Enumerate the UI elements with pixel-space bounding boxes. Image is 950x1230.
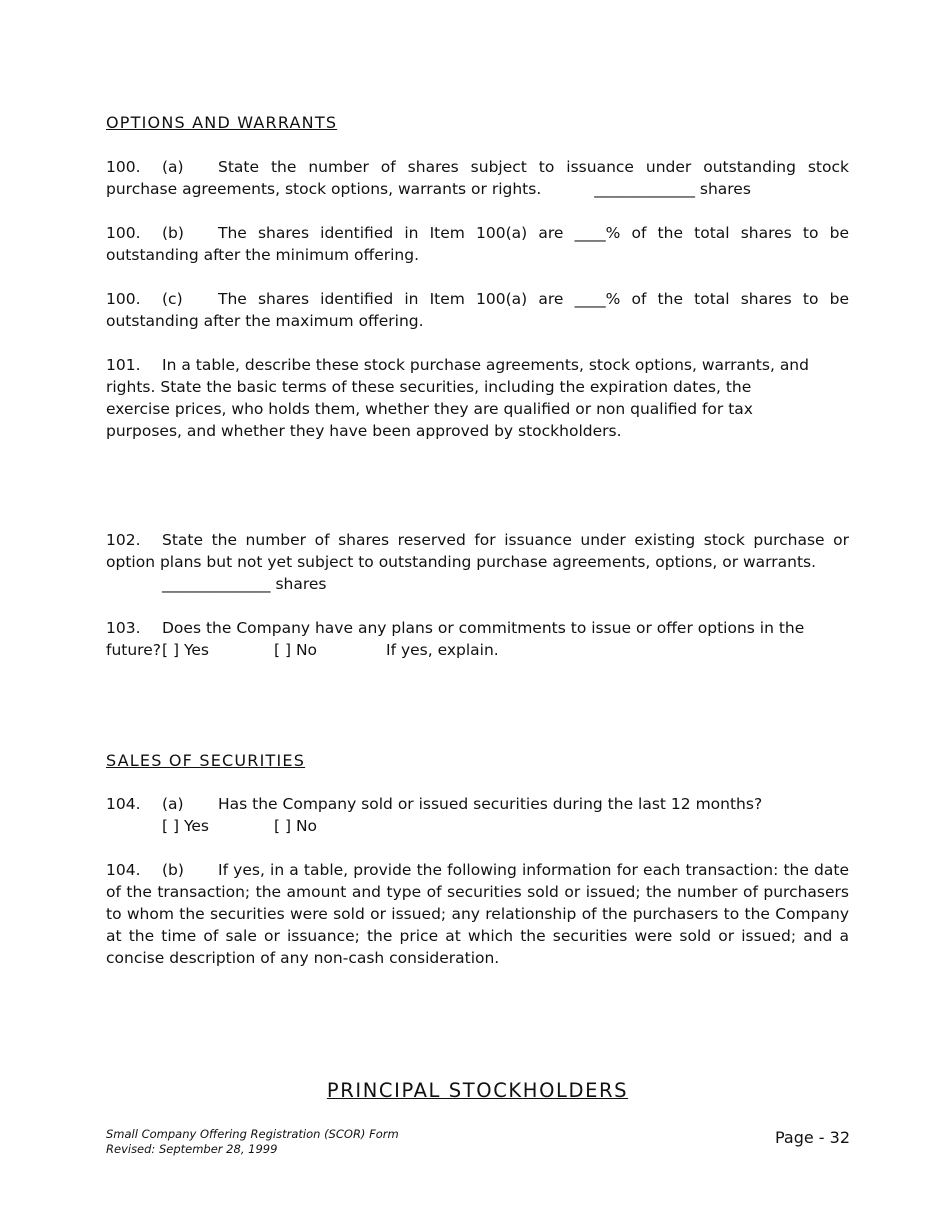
yes-checkbox[interactable]: [ ] Yes [162, 641, 209, 659]
item-100a [106, 156, 849, 200]
item-102 [106, 529, 849, 573]
footer-revised-date: Revised: September 28, 1999 [106, 1142, 278, 1156]
section-title-principal-stockholders: PRINCIPAL STOCKHOLDERS [326, 1079, 629, 1102]
explain-prompt: If yes, explain. [386, 641, 499, 659]
no-checkbox[interactable]: [ ] No [274, 817, 318, 835]
item-number: 102. [106, 531, 141, 549]
item-letter: (c) [162, 290, 183, 308]
item-101 [106, 354, 818, 442]
shares-unit: shares [275, 575, 327, 593]
item-letter: (a) [162, 158, 184, 176]
item-text: If yes, in a table, provide the following information for each transaction: the date of the transaction; the amount and type of securities sold or issued; the number of purchasers to whom the securities were sold or issued; any relationship of the purchasers to the Company at the time of sale or issuance; the price at which the securities were sold or issued; and a concise description of any non-cash consideration. [106, 861, 849, 967]
item-104a-options [162, 815, 317, 837]
item-number: 101. [106, 356, 141, 374]
item-text: The shares identified in Item 100(a) are ____% of the total shares to be outstanding after the maximum offering. [106, 290, 849, 330]
item-text: State the number of shares reserved for issuance under existing stock purchase or option plans but not yet subject to outstanding purchase agreements, options, or warrants. [106, 531, 849, 571]
section-heading-sales-securities: SALES OF SECURITIES [106, 751, 306, 770]
item-number: 104. [106, 795, 141, 813]
item-letter: (b) [162, 861, 184, 879]
item-text: In a table, describe these stock purchase agreements, stock options, warrants, and rights. [106, 356, 809, 396]
item-number: 100. [106, 290, 141, 308]
item-102-answer [162, 573, 326, 595]
footer-form-info [106, 1127, 399, 1157]
shares-unit: shares [699, 180, 751, 198]
item-100c [106, 288, 849, 332]
item-letter: (b) [162, 224, 184, 242]
shares-blank[interactable]: _____________ [594, 180, 695, 198]
shares-blank[interactable]: ______________ [162, 575, 271, 593]
item-103-options [162, 639, 499, 661]
section-heading-options-warrants: OPTIONS AND WARRANTS [106, 113, 338, 132]
item-100b [106, 222, 849, 266]
item-text: Does the Company have any plans or commitments to issue or offer options in the future? [106, 619, 805, 659]
item-number: 103. [106, 619, 141, 637]
item-text-continued: State the basic terms of these securities, including the expiration dates, the exercise prices, who holds them, whether they are qualified or non qualified for tax purposes, and whether they have been approved by stockholders. [106, 378, 753, 440]
item-number: 104. [106, 861, 141, 879]
item-letter: (a) [162, 795, 184, 813]
no-checkbox[interactable]: [ ] No [274, 641, 318, 659]
item-number: 100. [106, 158, 141, 176]
item-text: The shares identified in Item 100(a) are ____% of the total shares to be outstanding after the minimum offering. [106, 224, 849, 264]
item-text: Has the Company sold or issued securities during the last 12 months? [218, 795, 763, 813]
item-104a [106, 793, 849, 815]
footer-form-name: Small Company Offering Registration (SCOR) Form [106, 1127, 399, 1141]
item-104b [106, 859, 849, 969]
item-text: State the number of shares subject to issuance under outstanding stock purchase agreements, stock options, warrants or rights. [106, 158, 849, 198]
item-number: 100. [106, 224, 141, 242]
page-number: Page - 32 [774, 1128, 850, 1147]
yes-checkbox[interactable]: [ ] Yes [162, 817, 209, 835]
